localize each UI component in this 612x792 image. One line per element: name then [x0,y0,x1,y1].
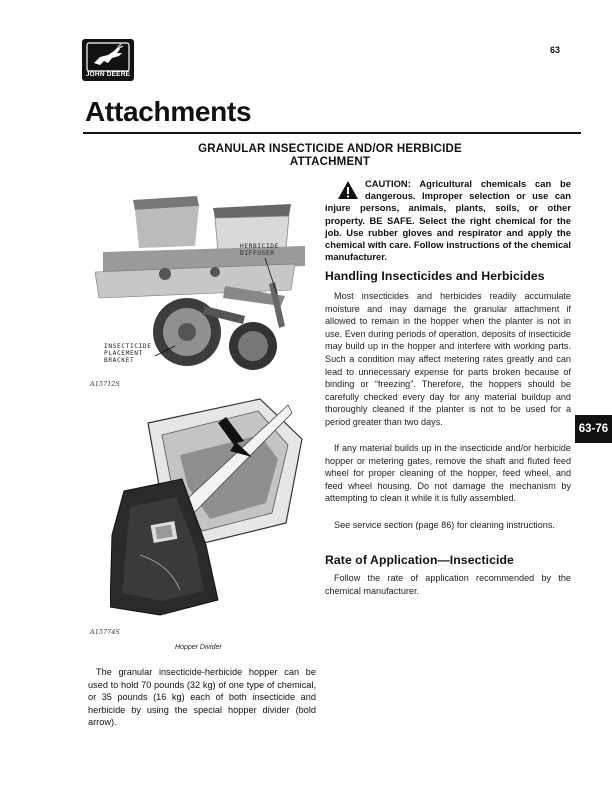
figure2-image-id: A15774S [90,628,120,636]
handling-paragraph-3: See service section (page 86) for cleaning instructions. [334,520,555,530]
hopper-illustration [110,395,310,620]
section-tab: 63-76 [575,415,612,443]
hopper-description: The granular insecticide-herbicide hopper can be used to hold 70 pounds (32 kg) of one type of chemical, or 35 pounds (16 kg) each of both insecticide and herbicide by using the special hopper divider (bold arrow). [88,667,316,728]
handling-paragraph-2: If any material builds up in the insecticide and/or herbicide hopper or metering gates, remove the shaft and fluted feed wheel for proper cleaning of the hopper, feed wheel, and feed wheel housing. Do not damage the mechanism by attempting to clean it while it is fully assembled. [325,443,571,504]
john-deere-logo [82,39,134,81]
caution-block [325,178,571,263]
figure2-caption: Hopper Divider [175,644,222,651]
page-number: 63 [550,45,561,55]
figure1-image-id: A15712S [90,380,120,388]
insecticide-bracket-callout: INSECTICIDE PLACEMENT BRACKET [104,343,152,364]
section-title: GRANULAR INSECTICIDE AND/OR HERBICIDE ATTACHMENT [198,143,462,168]
deer-icon [82,39,134,73]
herbicide-diffuser-callout: HERBICIDE DIFFUSER [240,243,279,257]
caution-text: CAUTION: Agricultural chemicals can be dangerous. Improper selection or use can injure persons, animals, plants, soils, or other property. BE SAFE. Select the right chemical for the job. Use rubber gloves and respirator and apply the chemical with care. Follow instructions of the chemical manufacturer. [325,178,571,263]
page-title: Attachments [85,96,252,127]
rate-paragraph: Follow the rate of application recommended by the chemical manufacturer. [325,573,571,596]
warning-triangle-icon [337,180,359,200]
handling-paragraph-1: Most insecticides and herbicides readily accumulate moisture and may damage the granular attachment if allowed to remain in the hopper when the planter is not in use. Even during periods of operation, deposits of insecticide may build up in the hopper and interfere with working parts. Such a condition may affect metering rates greatly and can lead to unnecessary expense for parts broken because of binding or “freezing”. Therefore, the hoppers should be carefully checked every day for any material buildup and thoroughly cleaned if the planter is not to be used for a period greater than two days. [325,291,571,427]
handling-heading: Handling Insecticides and Herbicides [325,269,545,283]
title-rule [83,132,581,134]
hopper-divider-photo [110,395,310,620]
logo-text: JOHN DEERE [85,71,131,78]
rate-heading: Rate of Application—Insecticide [325,553,514,567]
